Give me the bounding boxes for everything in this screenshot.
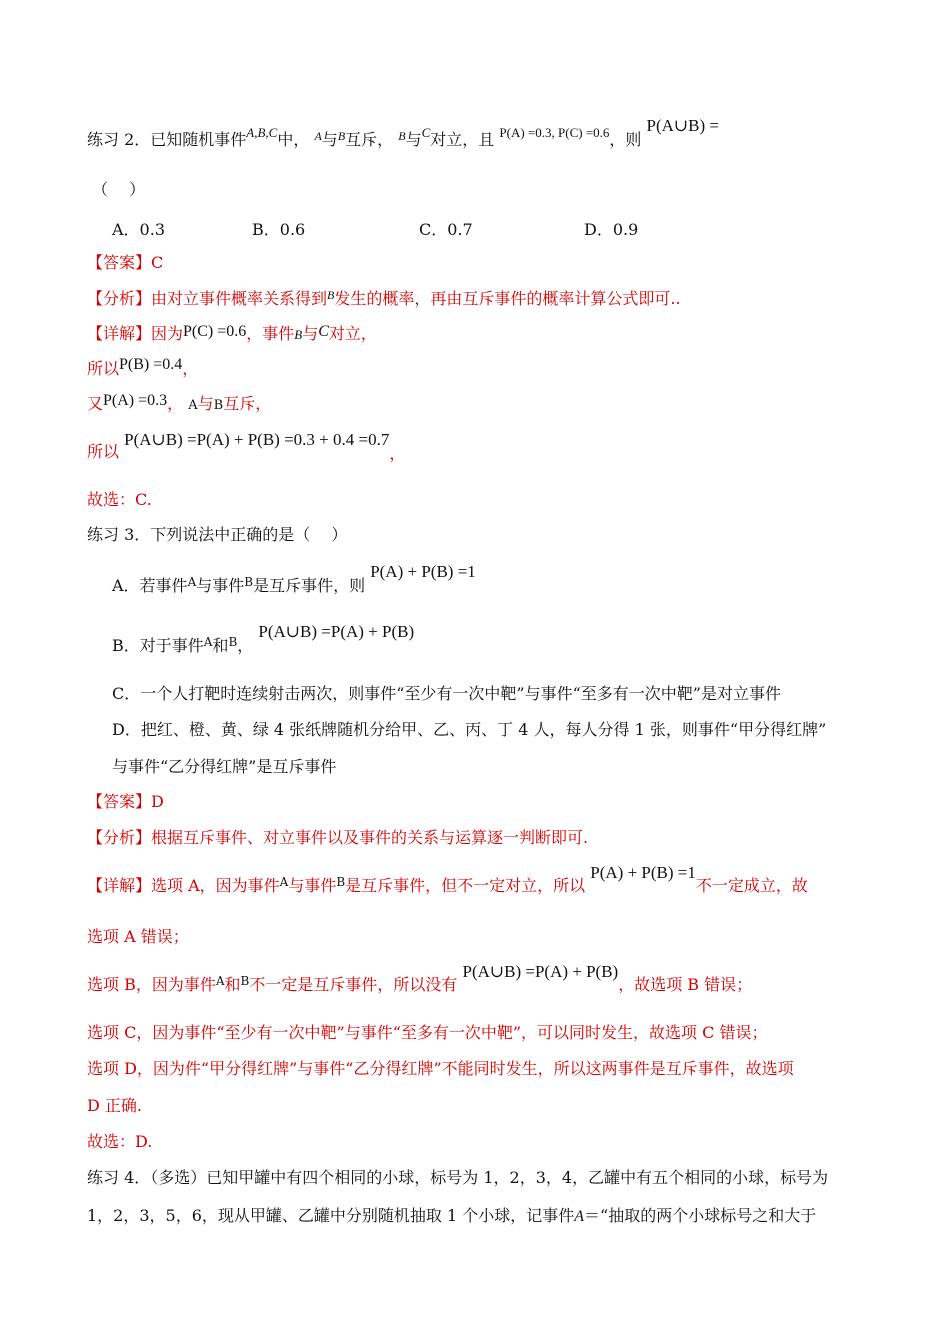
q3-detail-2: 选项 A 错误； xyxy=(87,927,189,946)
q3-optb-event-a: A xyxy=(203,635,213,649)
q2-stem xyxy=(87,116,719,151)
q3-option-d-line1: D．把红、橙、黄、绿 4 张纸牌随机分给甲、乙、丙、丁 4 人，每人分得 1 张，则事件“甲分得红牌” xyxy=(112,720,827,739)
q3-option-d-line2: 与事件“乙分得红牌”是互斥事件 xyxy=(112,757,337,776)
q2-stem-text: 练习 2．已知随机事件 xyxy=(87,130,247,149)
q3-d3-formula: P(A∪B) =P(A) + P(B) xyxy=(462,962,619,981)
q3-detail-6: D 正确. xyxy=(87,1096,143,1115)
q2-option-d: D．0.9 xyxy=(584,220,639,239)
q2-analysis-a: 【分析】由对立事件概率关系得到 xyxy=(87,289,328,308)
q2-with: 与 xyxy=(321,130,338,149)
q2-analysis xyxy=(87,289,681,310)
q3-opta-a: A．若事件 xyxy=(112,576,188,595)
q3-detail-3 xyxy=(87,962,753,996)
q3-choose: 故选：D. xyxy=(87,1132,153,1151)
q3-d3-b: 和 xyxy=(224,975,241,994)
q3-stem: 练习 3．下列说法中正确的是（ ） xyxy=(87,525,348,544)
q2-paren: （ ） xyxy=(92,180,146,199)
q3-d1-c: 是互斥事件，但不一定对立，所以 xyxy=(345,876,586,895)
q2-choose: 故选：C. xyxy=(87,490,152,509)
q2-mut2: 互斥， xyxy=(223,394,272,413)
q2-detail-c: 与 xyxy=(302,324,319,343)
q2-pa: P(A) =0.3 xyxy=(103,392,168,409)
q2-comma3: ， xyxy=(389,444,406,463)
q2-detail-event-c: C xyxy=(318,323,329,340)
q3-answer: 【答案】D xyxy=(87,792,164,811)
q3-opta-b: 与事件 xyxy=(196,576,245,595)
q2-event-b2: B xyxy=(398,129,406,143)
q3-opta-c: 是互斥事件，则 xyxy=(253,576,366,595)
q2-detail-b: ，事件 xyxy=(246,324,295,343)
q3-optb-c: ， xyxy=(237,636,254,655)
q2-detail-2 xyxy=(87,356,199,380)
q3-opta-event-b: B xyxy=(244,575,254,589)
q3-option-a xyxy=(112,562,476,597)
q3-opta-event-a: A xyxy=(187,575,197,589)
q2-detail-3 xyxy=(87,394,271,416)
q3-opta-formula: P(A) + P(B) =1 xyxy=(370,562,476,581)
q2-detail-a: 【详解】因为 xyxy=(87,324,184,343)
q2-detail-d: 对立， xyxy=(328,324,377,343)
q4-line2 xyxy=(87,1206,816,1227)
q2-analysis-event-b: B xyxy=(327,288,335,302)
q2-with2: 与 xyxy=(405,130,422,149)
q2-detail-event-b: B xyxy=(294,327,303,342)
q3-d1-a: 【详解】选项 A，因为事件 xyxy=(87,876,280,895)
q2-so2: 所以 xyxy=(87,442,120,461)
q2-pb: P(B) =0.4 xyxy=(119,356,183,373)
q2-event-b: B xyxy=(337,129,346,143)
q3-detail-1 xyxy=(87,863,808,897)
q3-analysis: 【分析】根据互斥事件、对立事件以及事件的关系与运算逐一判断即可. xyxy=(87,828,589,847)
q3-d1-b: 与事件 xyxy=(288,876,337,895)
q2-opposite: 对立，且 xyxy=(430,130,495,149)
q2-given-formula: P(A) =0.3, P(C) =0.6 xyxy=(499,125,610,140)
q3-d3-d: ，故选项 B 错误； xyxy=(618,975,753,994)
q2-answer: 【答案】C xyxy=(87,253,164,272)
q3-option-c: C．一个人打靶时连续射击两次，则事件“至少有一次中靶”与事件“至多有一次中靶”是对立事件 xyxy=(112,684,781,703)
q2-event-a: A xyxy=(314,129,322,143)
q2-comma2: ， xyxy=(167,394,184,413)
q4-line1: 练习 4．（多选）已知甲罐中有四个相同的小球，标号为 1，2，3，4，乙罐中有五个相同的小球，标号为 xyxy=(87,1168,829,1187)
q3-d1-event-a: A xyxy=(279,875,289,889)
q2-b: B xyxy=(213,398,224,413)
q3-optb-formula: P(A∪B) =P(A) + P(B) xyxy=(258,622,415,641)
q3-option-b xyxy=(112,622,415,657)
q3-detail-4: 选项 C，因为事件“至少有一次中靶”与事件“至多有一次中靶”，可以同时发生，故选项 C 错误； xyxy=(87,1023,768,1042)
q3-d1-d: 不一定成立，故 xyxy=(695,876,808,895)
q2-mutual: 互斥， xyxy=(345,130,394,149)
q3-d1-formula: P(A) + P(B) =1 xyxy=(590,863,696,882)
q3-optb-event-b: B xyxy=(228,635,238,649)
q2-then: ，则 xyxy=(609,130,642,149)
q2-comma1: ， xyxy=(182,359,199,378)
q4-event-a: A xyxy=(574,1208,585,1225)
q3-d1-event-b: B xyxy=(336,875,346,889)
q2-so1: 所以 xyxy=(87,359,120,378)
q3-optb-b: 和 xyxy=(212,636,229,655)
q3-d3-a: 选项 B，因为事件 xyxy=(87,975,216,994)
q3-d3-event-b: B xyxy=(240,974,250,988)
q4-line2-b: ＝“抽取的两个小球标号之和大于 xyxy=(584,1206,817,1225)
q2-stem-text-b: 中， xyxy=(277,130,310,149)
q3-optb-a: B．对于事件 xyxy=(112,636,204,655)
q2-detail-1 xyxy=(87,324,377,345)
q2-option-a: A．0.3 xyxy=(112,220,166,239)
q2-event-c: C xyxy=(421,125,431,140)
q3-detail-5: 选项 D，因为件“甲分得红牌”与事件“乙分得红牌”不能同时发生，所以这两事件是互斥事件，故选项 xyxy=(87,1059,794,1078)
q2-analysis-b: 发生的概率，再由互斥事件的概率计算公式即可.. xyxy=(334,289,681,308)
q2-and: 与 xyxy=(197,394,214,413)
q2-option-c: C．0.7 xyxy=(419,220,473,239)
q2-detail-4 xyxy=(87,430,406,463)
q2-detail-pc: P(C) =0.6 xyxy=(183,323,247,340)
q2-also: 又 xyxy=(87,394,104,413)
q3-d3-event-a: A xyxy=(215,974,225,988)
q2-option-b: B．0.6 xyxy=(252,220,306,239)
q3-d3-c: 不一定是互斥事件，所以没有 xyxy=(249,975,458,994)
q2-target-formula: P(A∪B) = xyxy=(646,116,719,135)
q2-sum-formula: P(A∪B) =P(A) + P(B) =0.3 + 0.4 =0.7 xyxy=(124,430,390,449)
q2-events: A,B,C xyxy=(246,125,278,140)
q2-a: A xyxy=(188,398,198,413)
q4-line2-a: 1，2，3，5，6，现从甲罐、乙罐中分别随机抽取 1 个小球，记事件 xyxy=(87,1206,575,1225)
